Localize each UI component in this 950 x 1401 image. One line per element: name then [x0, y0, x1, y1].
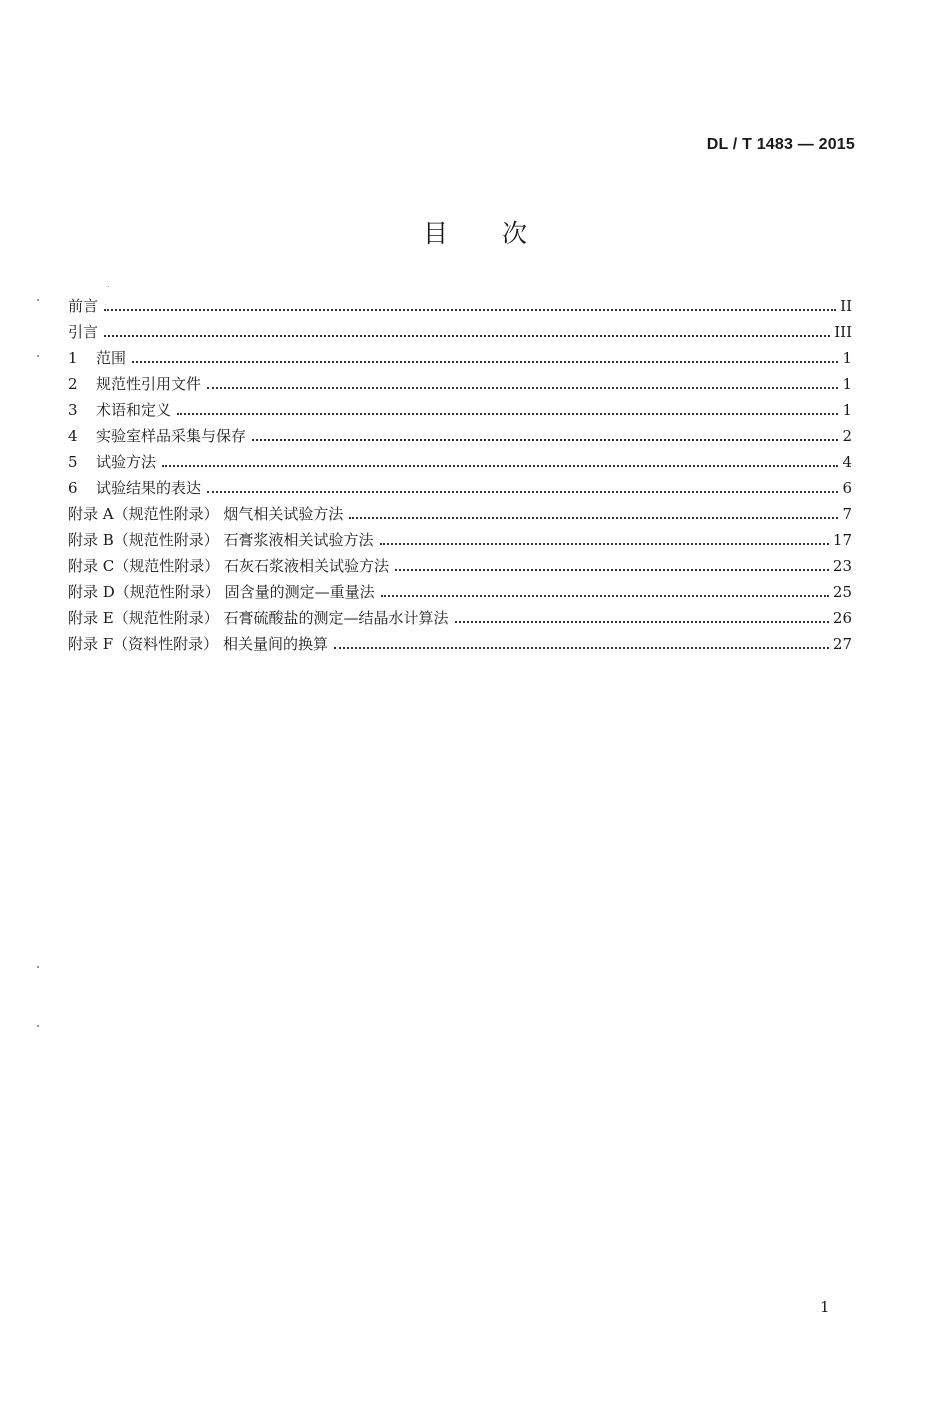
toc-leader — [104, 308, 836, 311]
toc-page: 27 — [832, 635, 852, 653]
toc-label: 附录 F（资料性附录） 相关量间的换算 — [68, 635, 328, 653]
toc-leader — [395, 568, 829, 571]
toc-label: 附录 A（规范性附录） 烟气相关试验方法 — [68, 505, 344, 523]
toc-entry-3[interactable] — [68, 394, 852, 420]
toc-leader — [104, 334, 830, 337]
toc-entry-annex-c[interactable] — [68, 550, 852, 576]
toc-entry-annex-d[interactable] — [68, 576, 852, 602]
scan-speck — [37, 966, 39, 968]
scan-speck — [108, 286, 109, 287]
toc-label: 试验方法 — [96, 453, 157, 471]
toc-page: 23 — [832, 557, 852, 575]
toc-entry-introduction[interactable] — [68, 316, 852, 342]
toc-entry-2[interactable] — [68, 368, 852, 394]
table-of-contents — [68, 290, 852, 654]
toc-leader — [252, 438, 838, 441]
toc-page: 2 — [842, 427, 852, 445]
toc-label: 规范性引用文件 — [96, 375, 202, 393]
scan-speck — [37, 299, 39, 301]
toc-number: 1 — [68, 349, 78, 367]
toc-entry-annex-b[interactable] — [68, 524, 852, 550]
standard-code: DL / T 1483 — 2015 — [706, 136, 855, 153]
scan-speck — [37, 355, 39, 357]
toc-label: 附录 B（规范性附录） 石膏浆液相关试验方法 — [68, 531, 374, 549]
toc-label: 范围 — [96, 349, 127, 367]
toc-leader — [381, 594, 829, 597]
toc-page: 25 — [832, 583, 852, 601]
toc-entry-1[interactable] — [68, 342, 852, 368]
toc-page: 26 — [832, 609, 852, 627]
toc-label: 前言 — [68, 297, 99, 315]
toc-number: 3 — [68, 401, 78, 419]
toc-entry-4[interactable] — [68, 420, 852, 446]
toc-page: II — [840, 297, 852, 315]
toc-page: 7 — [842, 505, 852, 523]
toc-leader — [162, 464, 838, 467]
toc-entry-annex-a[interactable] — [68, 498, 852, 524]
toc-leader — [334, 646, 829, 649]
toc-leader — [177, 412, 838, 415]
page-title — [0, 214, 950, 250]
toc-entry-6[interactable] — [68, 472, 852, 498]
page-number: 1 — [820, 1298, 830, 1316]
toc-leader — [207, 386, 838, 389]
toc-page: 6 — [842, 479, 852, 497]
scan-speck — [37, 1025, 39, 1027]
toc-label: 附录 E（规范性附录） 石膏硫酸盐的测定—结晶水计算法 — [68, 609, 449, 627]
toc-number: 4 — [68, 427, 78, 445]
toc-entry-annex-e[interactable] — [68, 602, 852, 628]
toc-label: 试验结果的表达 — [96, 479, 202, 497]
toc-entry-foreword[interactable] — [68, 290, 852, 316]
toc-page: III — [834, 323, 852, 341]
toc-label: 附录 D（规范性附录） 固含量的测定—重量法 — [68, 583, 375, 601]
title-char-2: 次 — [502, 219, 528, 248]
toc-label: 引言 — [68, 323, 99, 341]
toc-label: 术语和定义 — [96, 401, 172, 419]
toc-number: 6 — [68, 479, 78, 497]
toc-number: 5 — [68, 453, 78, 471]
toc-page: 1 — [842, 349, 852, 367]
toc-leader — [380, 542, 829, 545]
toc-entry-annex-f[interactable] — [68, 628, 852, 654]
title-char-1: 目 — [422, 219, 448, 248]
toc-leader — [455, 620, 829, 623]
toc-leader — [349, 516, 838, 519]
toc-entry-5[interactable] — [68, 446, 852, 472]
toc-page: 4 — [842, 453, 852, 471]
toc-page: 1 — [842, 375, 852, 393]
toc-label: 实验室样品采集与保存 — [96, 427, 247, 445]
toc-number: 2 — [68, 375, 78, 393]
toc-page: 1 — [842, 401, 852, 419]
toc-page: 17 — [832, 531, 852, 549]
toc-leader — [207, 490, 838, 493]
toc-leader — [132, 360, 838, 363]
toc-label: 附录 C（规范性附录） 石灰石浆液相关试验方法 — [68, 557, 390, 575]
